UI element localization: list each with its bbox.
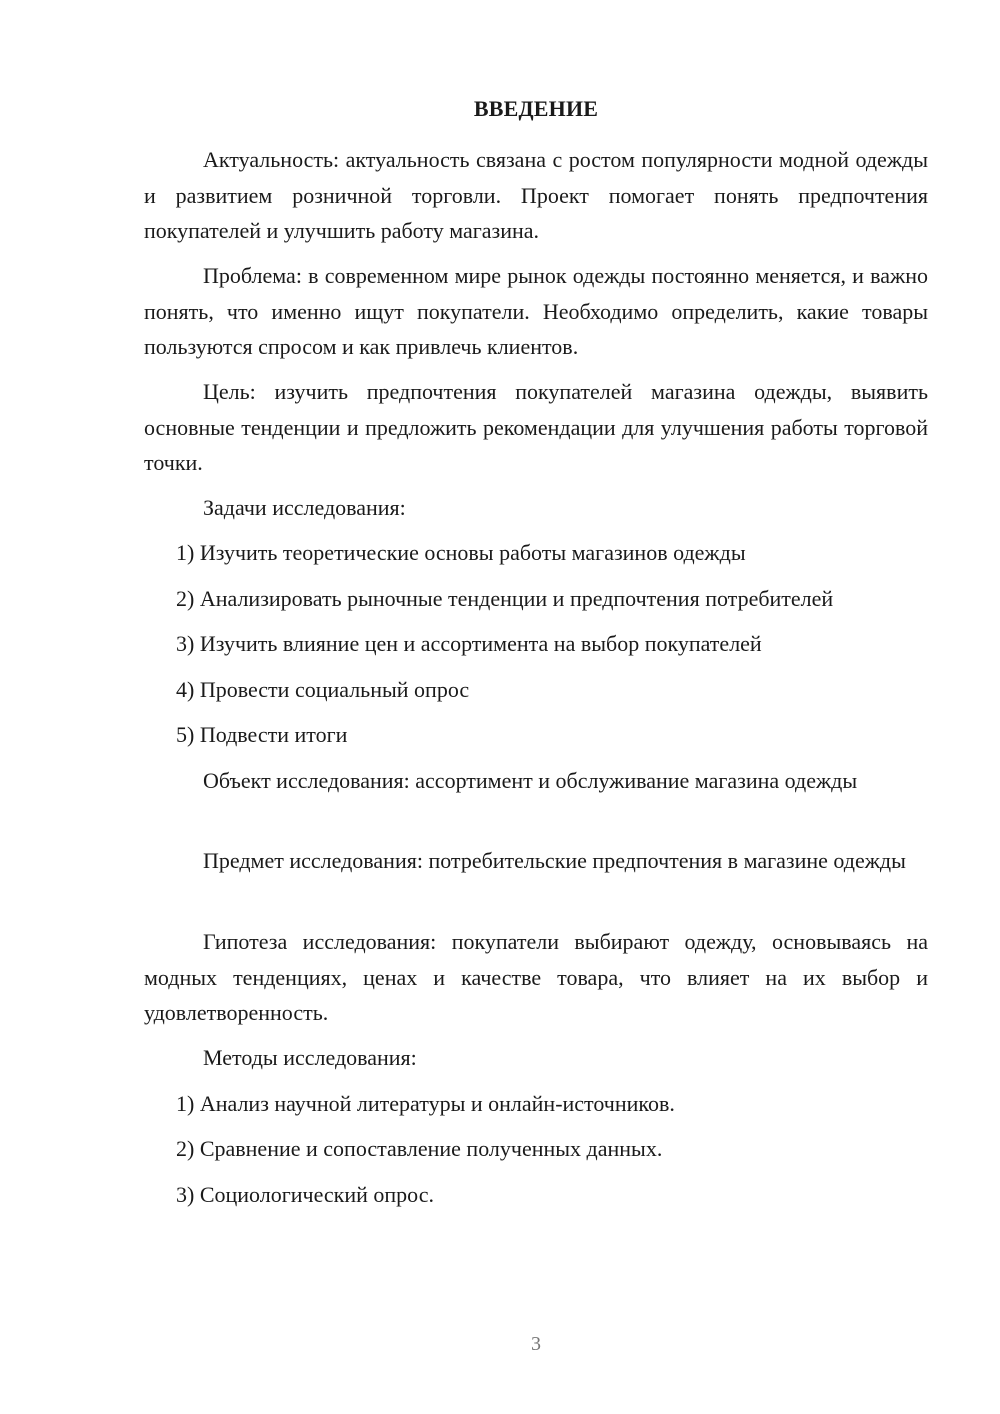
task-item-4: 4) Провести социальный опрос xyxy=(176,677,470,702)
paragraph-goal: Цель: изучить предпочтения покупателей магазина одежды, выявить основные тенденции и предложить рекомендации для улучшения работы торговой точки. xyxy=(144,379,928,475)
paragraph-object: Объект исследования: ассортимент и обслуживание магазина одежды xyxy=(203,768,858,793)
task-item-5: 5) Подвести итоги xyxy=(176,722,348,747)
method-item-3: 3) Социологический опрос. xyxy=(176,1182,434,1207)
paragraph-problem: Проблема: в современном мире рынок одежды постоянно меняется, и важно понять, что именно ищут покупатели. Необходимо определить, какие товары пользуются спросом и как привлечь клиентов. xyxy=(144,263,928,359)
method-item-2: 2) Сравнение и сопоставление полученных данных. xyxy=(176,1136,663,1161)
paragraph-hypothesis: Гипотеза исследования: покупатели выбирают одежду, основываясь на модных тенденциях, ценах и качестве товара, что влияет на их выбор и удовлетворенность. xyxy=(144,929,928,1025)
page-title: ВВЕДЕНИЕ xyxy=(473,96,599,121)
page-number: 3 xyxy=(531,1333,541,1355)
method-item-1: 1) Анализ научной литературы и онлайн-источников. xyxy=(176,1091,675,1116)
task-item-3: 3) Изучить влияние цен и ассортимента на выбор покупателей xyxy=(176,631,762,656)
methods-heading: Методы исследования: xyxy=(203,1045,417,1070)
paragraph-relevance: Актуальность: актуальность связана с ростом популярности модной одежды и развитием розничной торговли. Проект помогает понять предпочтения покупателей и улучшить работу магазина. xyxy=(144,147,928,243)
tasks-heading: Задачи исследования: xyxy=(203,495,406,520)
task-item-1: 1) Изучить теоретические основы работы магазинов одежды xyxy=(176,540,746,565)
paragraph-subject: Предмет исследования: потребительские предпочтения в магазине одежды xyxy=(203,848,906,873)
task-item-2: 2) Анализировать рыночные тенденции и предпочтения потребителей xyxy=(176,586,834,611)
